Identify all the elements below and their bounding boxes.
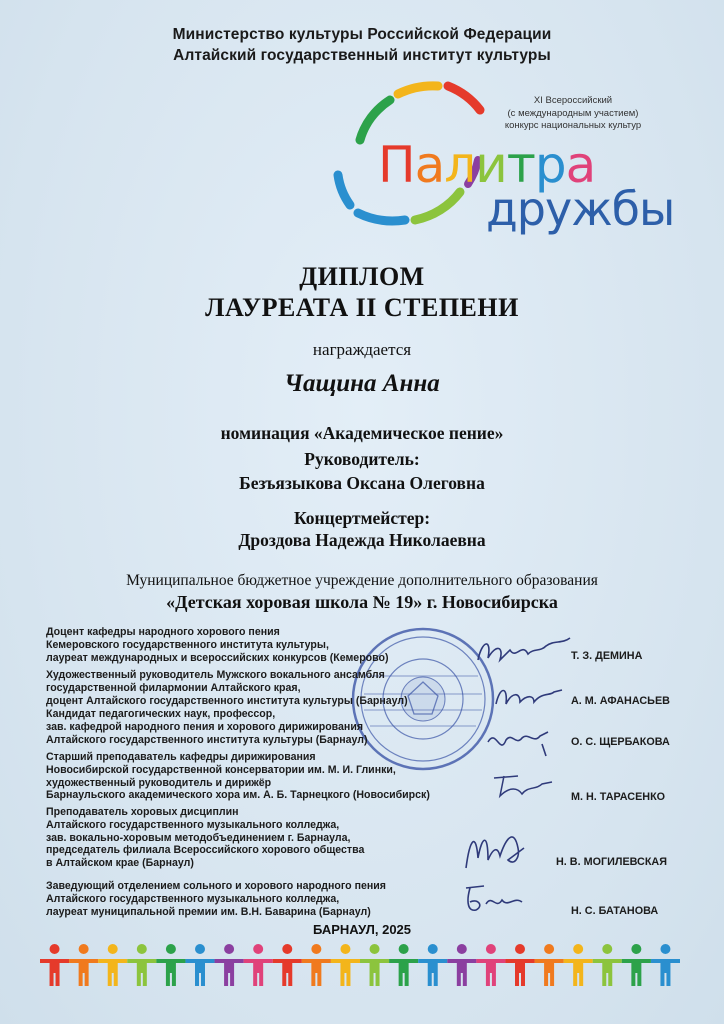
accompanist-label: Концертмейстер: <box>293 508 431 528</box>
signatory-description-line: лауреат международных и всероссийских конкурсов (Кемерово) <box>46 651 389 664</box>
signatory-description-line: в Алтайском крае (Барнаул) <box>46 857 194 870</box>
person-figure <box>651 944 680 986</box>
signatory-description <box>46 669 408 707</box>
accompanist-name: Дроздова Надежда Николаевна <box>238 530 486 550</box>
person-figure <box>156 944 185 986</box>
person-figure <box>98 944 127 986</box>
person-figure <box>564 944 593 986</box>
palitra-letter: а <box>565 136 596 194</box>
ministry-line: Министерство культуры Российской Федерации <box>172 26 552 43</box>
person-figure <box>185 944 214 986</box>
palitra-letter: а <box>414 136 445 194</box>
institute-line: Алтайский государственный институт культуры <box>173 47 551 64</box>
signatory-description-line: Кандидат педагогических наук, профессор, <box>46 708 276 720</box>
supervisor-label: Руководитель: <box>304 449 420 469</box>
signatory-name: Н. В. МОГИЛЕВСКАЯ <box>556 856 667 868</box>
signatory-name: Н. С. БАТАНОВА <box>571 905 659 917</box>
person-figure <box>505 944 534 986</box>
signatory-description-line: Художественный руководитель Мужского вокального ансамбля <box>46 669 385 681</box>
signature-tarasenko <box>488 772 558 802</box>
diploma-title: ДИПЛОМ <box>299 262 425 291</box>
person-figure <box>418 944 447 986</box>
signature-afanasiev <box>490 678 570 712</box>
contest-line-1: XI Всероссийский <box>533 95 613 106</box>
person-figure <box>69 944 98 986</box>
palitra-letter: р <box>534 136 566 194</box>
contest-caption <box>488 95 658 133</box>
signatory-description-line: Алтайского государственного института культуры (Барнаул) <box>46 733 368 746</box>
person-figure <box>622 944 651 986</box>
nomination: номинация «Академическое пение» <box>220 423 504 443</box>
supervisor-name: Безъязыкова Оксана Олеговна <box>239 473 485 493</box>
signatory-description-line: государственной филармонии Алтайского края, <box>46 681 301 694</box>
signatory-description-line: художественный руководитель и дирижёр <box>46 776 272 789</box>
signature-demina <box>470 630 580 675</box>
institution-line-1: Муниципальное бюджетное учреждение дополнительного образования <box>126 572 598 589</box>
signatory-description-line: Барнаульского академического хора им. А. Б. Тарнецкого (Новосибирск) <box>46 789 430 802</box>
institution-line-2: «Детская хоровая школа № 19» г. Новосибирска <box>166 592 558 612</box>
person-figure <box>302 944 331 986</box>
signatory-description <box>46 806 364 870</box>
signature-batanova <box>456 882 531 920</box>
signatory-description-line: зав. вокально-хоровым методобъединением г. Барнаула, <box>46 831 351 844</box>
contest-line-3: конкурс национальных культур <box>504 120 642 131</box>
palitra-letter: П <box>378 136 415 194</box>
person-figure <box>127 944 156 986</box>
signature-mogilevskaya <box>458 818 533 878</box>
person-figure <box>447 944 476 986</box>
signatory-description <box>46 626 389 664</box>
signatory-description-line: председатель филиала Всероссийского хорового общества <box>46 844 365 857</box>
people-chain-decoration <box>40 942 680 987</box>
laureate-name: Чащина Анна <box>284 370 440 397</box>
person-figure <box>593 944 622 986</box>
person-figure <box>360 944 389 986</box>
signatory-description-line: Новосибирской государственной консерватории им. М. И. Глинки, <box>46 763 396 776</box>
signatory-description-line: Доцент кафедры народного хорового пения <box>46 626 280 638</box>
signatory-description-line: Кемеровского государственного института культуры, <box>46 638 329 651</box>
signatory-name: М. Н. ТАРАСЕНКО <box>571 791 666 803</box>
signatory-description-line: лауреат муниципальной премии им. В.Н. Баварина (Барнаул) <box>46 905 371 918</box>
signatory-description-line: Алтайского государственного музыкального колледжа, <box>46 818 340 831</box>
palitra-letter: и <box>475 136 507 194</box>
person-figure <box>244 944 273 986</box>
signatory-description <box>46 880 386 918</box>
awarded-text: награждается <box>312 340 412 359</box>
palitra-letter: л <box>444 136 476 194</box>
signatory-description-line: Старший преподаватель кафедры дирижирования <box>46 751 316 763</box>
person-figure <box>389 944 418 986</box>
signatory-description <box>46 751 430 802</box>
druzhby-title: дружбы <box>486 182 675 236</box>
signatory-description <box>46 708 368 746</box>
person-figure <box>535 944 564 986</box>
person-figure <box>215 944 244 986</box>
signature-shcherbakova <box>482 722 562 762</box>
person-figure <box>40 944 69 986</box>
person-figure <box>331 944 360 986</box>
signatory-name: О. С. ЩЕРБАКОВА <box>571 736 670 748</box>
signatory-description-line: Заведующий отделением сольного и хорового народного пения <box>46 880 386 892</box>
person-figure <box>273 944 302 986</box>
signatory-description-line: Преподаватель хоровых дисциплин <box>46 806 239 818</box>
person-figure <box>476 944 505 986</box>
city-year: БАРНАУЛ, 2025 <box>312 922 412 937</box>
signatory-description-line: зав. кафедрой народного пения и хорового дирижирования <box>46 720 364 733</box>
signatory-name: А. М. АФАНАСЬЕВ <box>571 695 670 707</box>
diploma-degree: ЛАУРЕАТА II СТЕПЕНИ <box>205 293 519 322</box>
signatory-description-line: доцент Алтайского государственного института культуры (Барнаул) <box>46 694 408 707</box>
contest-line-2: (с международным участием) <box>507 107 639 119</box>
signatory-description-line: Алтайского государственного музыкального колледжа, <box>46 892 340 905</box>
signatory-name: Т. З. ДЕМИНА <box>571 650 643 662</box>
palitra-letter: т <box>506 136 535 194</box>
